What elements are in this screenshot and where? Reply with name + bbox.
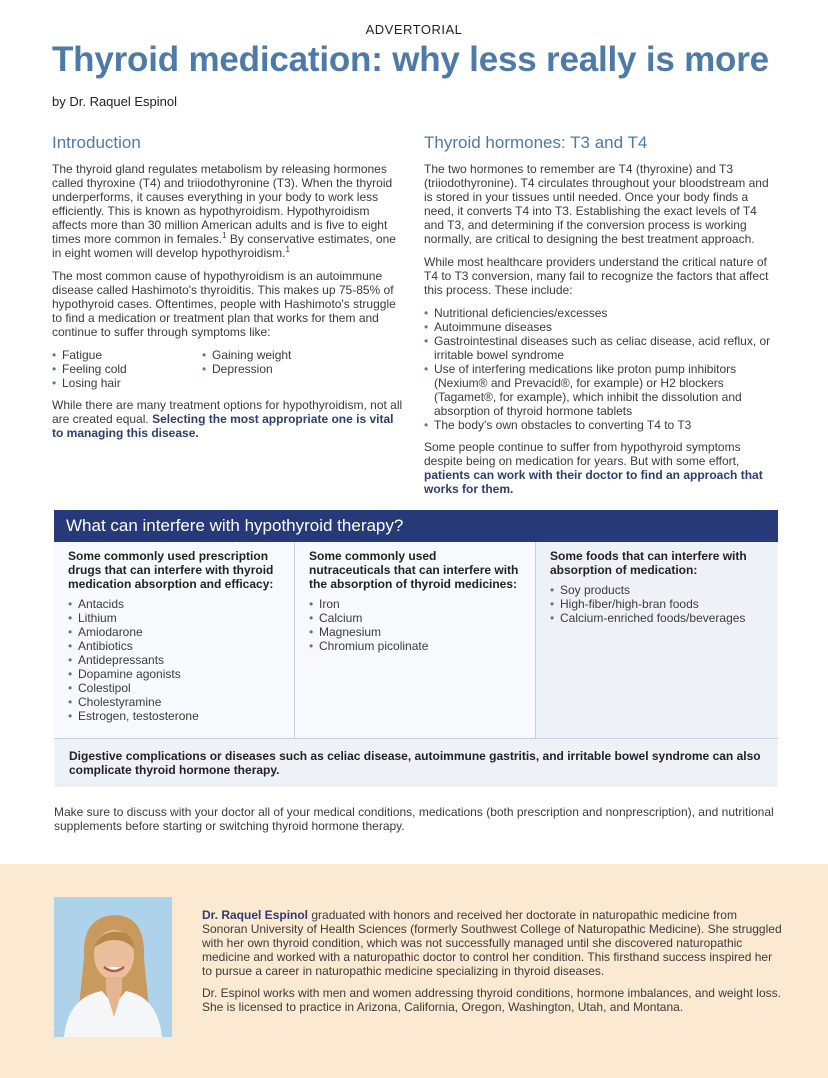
intro-paragraph-3 — [52, 398, 404, 440]
nutraceuticals-list — [309, 597, 521, 653]
interference-box-title: What can interfere with hypothyroid therapy? — [54, 510, 778, 542]
interference-columns — [54, 542, 778, 738]
hormones-heading: Thyroid hormones: T3 and T4 — [424, 133, 648, 152]
list-item: • Iron — [309, 597, 521, 611]
list-item: • Calcium — [309, 611, 521, 625]
list-item: • Depression — [202, 362, 352, 376]
list-item: • Soy products — [550, 583, 764, 597]
prescription-drugs-heading: Some commonly used prescription drugs that can interfere with thyroid medication absorption and efficacy: — [68, 549, 274, 591]
list-item: • Feeling cold — [52, 362, 202, 376]
list-item: • Magnesium — [309, 625, 521, 639]
interference-box — [54, 510, 778, 776]
hormones-paragraph-1: The two hormones to remember are T4 (thyroxine) and T3 (triiodothyronine). T4 circulates throughout your bloodstream and is stored in your tissues until needed. Once your body finds a need, it converts T4 into T3. Establishing the exact levels of T4 and T3, and determining if the conversion process is working normally, are critical to designing the best treatment approach. — [424, 162, 769, 246]
intro-p1b-text: By conservative estimates, one in eight women will develop hypothyroidism. — [52, 232, 396, 260]
author-photo — [54, 897, 172, 1037]
list-item: • Use of interfering medications like proton pump inhibitors (Nexium® and Prevacid®, for example) or H2 blockers (Tagamet®, for example), which inhibit the dissolution and absorption of thyroid hormone tablets — [424, 362, 778, 418]
list-item: • High-fiber/high-bran foods — [550, 597, 764, 611]
list-item: • Chromium picolinate — [309, 639, 521, 653]
list-item: • Cholestyramine — [68, 695, 280, 709]
list-item: • Autoimmune diseases — [424, 320, 778, 334]
list-item: • Losing hair — [52, 376, 202, 390]
list-item: • Gaining weight — [202, 348, 352, 362]
interference-box-footer: Digestive complications or diseases such as celiac disease, autoimmune gastritis, and irritable bowel syndrome can also complicate thyroid hormone therapy. — [54, 738, 778, 787]
list-item: • Amiodarone — [68, 625, 280, 639]
advertorial-label: ADVERTORIAL — [365, 22, 463, 37]
intro-paragraph-1 — [52, 162, 404, 260]
bio-p1-text: graduated with honors and received her doctorate in naturopathic medicine from Sonoran University of Health Sciences (formerly Southwest College of Naturopathic Medicine). She struggled with her own thyroid condition, which was not successfully managed until she discovered naturopathic medicine and worked with a naturopathic doctor to control her condition. This firsthand success inspired her to pursue a career in naturopathic medicine specializing in thyroid diseases. — [202, 908, 782, 978]
foods-heading: Some foods that can interfere with absorption of medication: — [550, 549, 747, 577]
list-item: • Nutritional deficiencies/excesses — [424, 306, 778, 320]
intro-p3-emphasis: Selecting the most appropriate one is vital to managing this disease. — [52, 412, 394, 440]
author-bio-text — [202, 908, 782, 1022]
bio-paragraph-1 — [202, 908, 782, 978]
list-item: • Fatigue — [52, 348, 202, 362]
list-item: • Antibiotics — [68, 639, 280, 653]
prescription-drugs-list — [68, 597, 280, 723]
foods-list — [550, 583, 764, 625]
introduction-heading: Introduction — [52, 133, 141, 152]
author-portrait-illustration — [54, 897, 172, 1037]
hormones-section — [424, 133, 778, 505]
list-item: • Estrogen, testosterone — [68, 709, 280, 723]
list-item: • Colestipol — [68, 681, 280, 695]
byline: by Dr. Raquel Espinol — [52, 94, 178, 109]
bio-paragraph-2: Dr. Espinol works with men and women addressing thyroid conditions, hormone imbalances, and weight loss. She is licensed to practice in Arizona, California, Oregon, Washington, Utah, and Montana. — [202, 986, 781, 1014]
intro-p3-text: While there are many treatment options for hypothyroidism, not all are created equal. — [52, 398, 403, 426]
closing-paragraph: Make sure to discuss with your doctor all of your medical conditions, medications (both prescription and nonprescription), and nutritional supplements before starting or switching thyroid hormone therapy. — [54, 805, 774, 833]
symptoms-list — [52, 348, 404, 390]
nutraceuticals-heading: Some commonly used nutraceuticals that can interfere with the absorption of thyroid medicines: — [309, 549, 519, 591]
nutraceuticals-column — [295, 542, 536, 738]
hormones-paragraph-2: While most healthcare providers understand the critical nature of T4 to T3 conversion, many fail to recognize the factors that affect this process. These include: — [424, 255, 769, 297]
intro-p1-text: The thyroid gland regulates metabolism by releasing hormones called thyroxine (T4) and triiodothyronine (T3). When the thyroid underperforms, it causes everything in your body to work less efficiently. This is known as hypothyroidism. Hypothyroidism affects more than 30 million American adults and is five to eight times more common in females. — [52, 162, 393, 246]
list-item: • Dopamine agonists — [68, 667, 280, 681]
hormones-p3-text: Some people continue to suffer from hypothyroid symptoms despite being on medication for years. But with some effort, — [424, 440, 741, 468]
hormones-p3-emphasis: patients can work with their doctor to find an approach that works for them. — [424, 468, 763, 496]
foods-column — [536, 542, 778, 738]
author-bio-section — [0, 864, 828, 1078]
author-name: Dr. Raquel Espinol — [202, 908, 309, 922]
list-item: • Antidepressants — [68, 653, 280, 667]
introduction-section — [52, 133, 404, 449]
intro-paragraph-2: The most common cause of hypothyroidism is an autoimmune disease called Hashimoto's thyroiditis. This makes up 75-85% of hypothyroid cases. Oftentimes, people with Hashimoto's struggle to find a medication or treatment plan that works for them and continue to suffer through symptoms like: — [52, 269, 396, 339]
list-item: • Antacids — [68, 597, 280, 611]
list-item: • Lithium — [68, 611, 280, 625]
footnote-ref: 1 — [285, 245, 290, 254]
list-item: • Calcium-enriched foods/beverages — [550, 611, 764, 625]
prescription-drugs-column — [54, 542, 295, 738]
footnote-ref: 1 — [222, 231, 227, 240]
factors-list — [424, 306, 778, 432]
list-item: • Gastrointestinal diseases such as celiac disease, acid reflux, or irritable bowel syndrome — [424, 334, 778, 362]
page-title: Thyroid medication: why less really is more — [52, 40, 769, 79]
list-item: • The body's own obstacles to converting T4 to T3 — [424, 418, 778, 432]
hormones-paragraph-3 — [424, 440, 778, 496]
